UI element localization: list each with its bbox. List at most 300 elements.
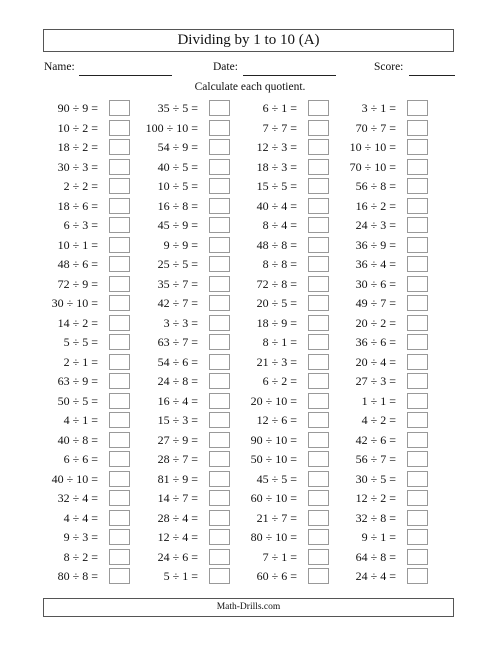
problem-item	[333, 334, 428, 350]
division-expression: 49 ÷ 7 =	[355, 296, 396, 310]
answer-box[interactable]	[407, 159, 428, 175]
answer-box[interactable]	[308, 568, 329, 584]
answer-box[interactable]	[308, 334, 329, 350]
answer-box[interactable]	[308, 237, 329, 253]
answer-box[interactable]	[209, 529, 230, 545]
score-line	[409, 75, 455, 76]
division-expression: 4 ÷ 4 =	[63, 510, 98, 525]
answer-box[interactable]	[109, 100, 130, 116]
problem-item	[35, 217, 130, 233]
problem-item	[135, 529, 230, 545]
answer-box[interactable]	[209, 393, 230, 409]
division-expression: 90 ÷ 9 =	[57, 101, 98, 115]
answer-box[interactable]	[407, 373, 428, 389]
problem-item	[333, 100, 428, 116]
answer-box[interactable]	[407, 529, 428, 545]
division-expression: 16 ÷ 4 =	[157, 393, 198, 408]
division-expression: 12 ÷ 2 =	[355, 491, 396, 505]
problem-item	[35, 295, 130, 311]
answer-box[interactable]	[209, 315, 230, 331]
answer-box[interactable]	[109, 334, 130, 350]
problem-item	[333, 412, 428, 428]
answer-box[interactable]	[109, 276, 130, 292]
division-expression: 42 ÷ 6 =	[355, 432, 396, 447]
answer-box[interactable]	[308, 217, 329, 233]
problem-item	[35, 334, 130, 350]
division-expression: 6 ÷ 6 =	[63, 452, 98, 466]
problem-item	[234, 510, 329, 526]
problem-item	[35, 568, 130, 584]
answer-box[interactable]	[308, 490, 329, 506]
problem-item	[135, 373, 230, 389]
division-expression: 60 ÷ 10 =	[250, 491, 297, 505]
answer-box[interactable]	[109, 315, 130, 331]
problem-item	[35, 256, 130, 272]
answer-box[interactable]	[109, 549, 130, 565]
problem-item	[333, 373, 428, 389]
problem-item	[135, 237, 230, 253]
problem-item	[234, 432, 329, 448]
instructions: Calculate each quotient.	[194, 81, 306, 93]
division-expression: 9 ÷ 9 =	[163, 237, 198, 252]
problem-item	[135, 334, 230, 350]
answer-box[interactable]	[308, 412, 329, 428]
answer-box[interactable]	[407, 315, 428, 331]
problem-item	[234, 315, 329, 331]
answer-box[interactable]	[209, 295, 230, 311]
answer-box[interactable]	[109, 393, 130, 409]
division-expression: 20 ÷ 2 =	[355, 315, 396, 330]
division-expression: 40 ÷ 8 =	[57, 432, 98, 447]
answer-box[interactable]	[209, 237, 230, 253]
answer-box[interactable]	[209, 256, 230, 272]
problem-item	[135, 432, 230, 448]
worksheet-title: Dividing by 1 to 10 (A)	[43, 29, 454, 52]
division-expression: 42 ÷ 7 =	[157, 296, 198, 310]
problem-item	[35, 120, 130, 136]
answer-box[interactable]	[407, 295, 428, 311]
answer-box[interactable]	[109, 432, 130, 448]
division-expression: 54 ÷ 6 =	[157, 354, 198, 369]
answer-box[interactable]	[109, 295, 130, 311]
problem-item	[234, 549, 329, 565]
division-expression: 18 ÷ 3 =	[256, 159, 297, 174]
answer-box[interactable]	[407, 139, 428, 155]
division-expression: 6 ÷ 2 =	[262, 374, 297, 388]
answer-box[interactable]	[209, 334, 230, 350]
answer-box[interactable]	[407, 490, 428, 506]
student-info-row	[0, 60, 500, 78]
division-expression: 16 ÷ 2 =	[355, 198, 396, 213]
division-expression: 27 ÷ 3 =	[355, 374, 396, 388]
division-expression: 8 ÷ 1 =	[262, 335, 297, 349]
score-label: Score:	[374, 61, 404, 73]
answer-box[interactable]	[308, 315, 329, 331]
problem-item	[234, 568, 329, 584]
division-expression: 60 ÷ 6 =	[256, 569, 297, 583]
problem-item	[333, 510, 428, 526]
division-expression: 24 ÷ 6 =	[157, 549, 198, 564]
problem-item	[333, 315, 428, 331]
division-expression: 2 ÷ 1 =	[63, 354, 98, 369]
answer-box[interactable]	[308, 529, 329, 545]
problem-item	[135, 100, 230, 116]
answer-box[interactable]	[109, 178, 130, 194]
answer-box[interactable]	[209, 412, 230, 428]
division-expression: 21 ÷ 3 =	[256, 354, 297, 369]
problem-item	[234, 276, 329, 292]
problem-item	[333, 120, 428, 136]
problem-item	[234, 198, 329, 214]
problem-item	[135, 159, 230, 175]
division-expression: 12 ÷ 3 =	[256, 140, 297, 154]
answer-box[interactable]	[407, 354, 428, 370]
division-expression: 64 ÷ 8 =	[355, 549, 396, 564]
answer-box[interactable]	[407, 256, 428, 272]
problem-item	[135, 451, 230, 467]
answer-box[interactable]	[109, 198, 130, 214]
division-expression: 72 ÷ 9 =	[57, 276, 98, 291]
problem-item	[135, 120, 230, 136]
answer-box[interactable]	[308, 276, 329, 292]
division-expression: 15 ÷ 3 =	[157, 413, 198, 427]
division-expression: 14 ÷ 7 =	[157, 491, 198, 505]
division-expression: 10 ÷ 2 =	[57, 120, 98, 135]
answer-box[interactable]	[308, 295, 329, 311]
division-expression: 45 ÷ 5 =	[256, 471, 297, 486]
division-expression: 24 ÷ 4 =	[355, 569, 396, 583]
division-expression: 36 ÷ 4 =	[355, 257, 396, 271]
problem-item	[333, 471, 428, 487]
problem-item	[135, 276, 230, 292]
division-expression: 24 ÷ 3 =	[355, 218, 396, 232]
problem-item	[135, 178, 230, 194]
division-expression: 81 ÷ 9 =	[157, 471, 198, 486]
problem-item	[333, 237, 428, 253]
answer-box[interactable]	[209, 354, 230, 370]
problem-item	[333, 451, 428, 467]
division-expression: 20 ÷ 10 =	[250, 393, 297, 408]
problem-item	[135, 139, 230, 155]
answer-box[interactable]	[109, 237, 130, 253]
problem-item	[234, 451, 329, 467]
division-expression: 6 ÷ 3 =	[63, 218, 98, 232]
division-expression: 80 ÷ 8 =	[57, 569, 98, 583]
problem-item	[333, 217, 428, 233]
answer-box[interactable]	[109, 490, 130, 506]
answer-box[interactable]	[209, 510, 230, 526]
problem-item	[234, 295, 329, 311]
problem-item	[234, 120, 329, 136]
division-expression: 56 ÷ 7 =	[355, 452, 396, 466]
division-expression: 63 ÷ 9 =	[57, 374, 98, 388]
division-expression: 45 ÷ 9 =	[157, 218, 198, 232]
answer-box[interactable]	[407, 217, 428, 233]
division-expression: 35 ÷ 5 =	[157, 101, 198, 115]
answer-box[interactable]	[308, 159, 329, 175]
problem-item	[35, 490, 130, 506]
date-label: Date:	[213, 61, 238, 73]
answer-box[interactable]	[407, 100, 428, 116]
answer-box[interactable]	[308, 373, 329, 389]
problem-item	[35, 178, 130, 194]
division-expression: 24 ÷ 8 =	[157, 374, 198, 388]
answer-box[interactable]	[109, 568, 130, 584]
problem-item	[35, 549, 130, 565]
answer-box[interactable]	[407, 568, 428, 584]
answer-box[interactable]	[209, 490, 230, 506]
answer-box[interactable]	[407, 549, 428, 565]
answer-box[interactable]	[308, 178, 329, 194]
division-expression: 15 ÷ 5 =	[256, 179, 297, 193]
problem-item	[35, 529, 130, 545]
problem-item	[135, 315, 230, 331]
problem-item	[135, 412, 230, 428]
division-expression: 40 ÷ 10 =	[51, 471, 98, 486]
problem-item	[35, 159, 130, 175]
problem-item	[135, 471, 230, 487]
division-expression: 30 ÷ 3 =	[57, 159, 98, 174]
problem-item	[135, 217, 230, 233]
problem-item	[333, 490, 428, 506]
problem-item	[135, 490, 230, 506]
answer-box[interactable]	[109, 510, 130, 526]
answer-box[interactable]	[407, 178, 428, 194]
answer-box[interactable]	[209, 549, 230, 565]
division-expression: 18 ÷ 2 =	[57, 140, 98, 154]
problem-item	[35, 393, 130, 409]
division-expression: 63 ÷ 7 =	[157, 335, 198, 349]
answer-box[interactable]	[209, 568, 230, 584]
problem-item	[333, 159, 428, 175]
division-expression: 5 ÷ 1 =	[163, 569, 198, 583]
answer-box[interactable]	[109, 139, 130, 155]
answer-box[interactable]	[308, 510, 329, 526]
date-line	[243, 75, 336, 76]
division-expression: 20 ÷ 4 =	[355, 354, 396, 369]
division-expression: 1 ÷ 1 =	[361, 393, 396, 408]
division-expression: 32 ÷ 4 =	[57, 491, 98, 505]
answer-box[interactable]	[308, 451, 329, 467]
answer-box[interactable]	[308, 256, 329, 272]
problem-item	[333, 276, 428, 292]
division-expression: 54 ÷ 9 =	[157, 140, 198, 154]
answer-box[interactable]	[308, 549, 329, 565]
division-expression: 8 ÷ 8 =	[262, 257, 297, 271]
division-expression: 72 ÷ 8 =	[256, 276, 297, 291]
division-expression: 36 ÷ 6 =	[355, 335, 396, 349]
problem-item	[35, 100, 130, 116]
division-expression: 2 ÷ 2 =	[63, 179, 98, 193]
division-expression: 3 ÷ 3 =	[163, 315, 198, 330]
answer-box[interactable]	[407, 412, 428, 428]
division-expression: 48 ÷ 6 =	[57, 257, 98, 271]
answer-box[interactable]	[209, 159, 230, 175]
problem-item	[35, 373, 130, 389]
answer-box[interactable]	[109, 451, 130, 467]
problem-item	[35, 276, 130, 292]
division-expression: 4 ÷ 2 =	[361, 413, 396, 427]
footer-brand: Math-Drills.com	[43, 598, 454, 617]
problem-item	[35, 315, 130, 331]
division-expression: 27 ÷ 9 =	[157, 432, 198, 447]
answer-box[interactable]	[407, 393, 428, 409]
division-expression: 5 ÷ 5 =	[63, 335, 98, 349]
answer-box[interactable]	[109, 159, 130, 175]
division-expression: 28 ÷ 7 =	[157, 452, 198, 466]
problem-item	[234, 100, 329, 116]
answer-box[interactable]	[308, 139, 329, 155]
answer-box[interactable]	[209, 373, 230, 389]
answer-box[interactable]	[109, 256, 130, 272]
problem-item	[234, 393, 329, 409]
problem-item	[234, 373, 329, 389]
answer-box[interactable]	[209, 139, 230, 155]
answer-box[interactable]	[209, 276, 230, 292]
name-line	[79, 75, 172, 76]
problem-item	[333, 432, 428, 448]
division-expression: 7 ÷ 7 =	[262, 120, 297, 135]
division-expression: 48 ÷ 8 =	[256, 237, 297, 252]
answer-box[interactable]	[308, 354, 329, 370]
problem-item	[234, 412, 329, 428]
problem-item	[333, 529, 428, 545]
problem-item	[234, 178, 329, 194]
answer-box[interactable]	[407, 471, 428, 487]
division-expression: 50 ÷ 10 =	[250, 452, 297, 466]
answer-box[interactable]	[109, 120, 130, 136]
answer-box[interactable]	[407, 276, 428, 292]
answer-box[interactable]	[308, 471, 329, 487]
problem-item	[35, 451, 130, 467]
answer-box[interactable]	[109, 373, 130, 389]
division-expression: 90 ÷ 10 =	[250, 432, 297, 447]
answer-box[interactable]	[209, 120, 230, 136]
problem-item	[135, 510, 230, 526]
problem-item	[135, 198, 230, 214]
problem-item	[234, 237, 329, 253]
answer-box[interactable]	[209, 217, 230, 233]
division-expression: 30 ÷ 10 =	[51, 296, 98, 310]
problem-item	[135, 549, 230, 565]
answer-box[interactable]	[209, 198, 230, 214]
problem-item	[135, 354, 230, 370]
division-expression: 40 ÷ 5 =	[157, 159, 198, 174]
division-expression: 10 ÷ 5 =	[157, 179, 198, 193]
division-expression: 50 ÷ 5 =	[57, 393, 98, 408]
problem-item	[234, 490, 329, 506]
problem-item	[333, 178, 428, 194]
problem-item	[333, 393, 428, 409]
answer-box[interactable]	[407, 334, 428, 350]
problem-item	[234, 354, 329, 370]
answer-box[interactable]	[109, 471, 130, 487]
problem-item	[135, 568, 230, 584]
division-expression: 8 ÷ 4 =	[262, 218, 297, 232]
division-expression: 21 ÷ 7 =	[256, 510, 297, 525]
problem-item	[35, 412, 130, 428]
answer-box[interactable]	[308, 100, 329, 116]
problem-item	[234, 529, 329, 545]
answer-box[interactable]	[109, 217, 130, 233]
problem-item	[135, 393, 230, 409]
answer-box[interactable]	[109, 529, 130, 545]
problem-item	[234, 256, 329, 272]
division-expression: 18 ÷ 9 =	[256, 315, 297, 330]
problem-item	[35, 510, 130, 526]
answer-box[interactable]	[209, 432, 230, 448]
problem-item	[333, 295, 428, 311]
division-expression: 9 ÷ 1 =	[361, 530, 396, 544]
answer-box[interactable]	[407, 237, 428, 253]
problem-item	[35, 354, 130, 370]
division-expression: 9 ÷ 3 =	[63, 530, 98, 544]
division-expression: 10 ÷ 1 =	[57, 237, 98, 252]
division-expression: 16 ÷ 8 =	[157, 198, 198, 213]
problem-item	[234, 334, 329, 350]
division-expression: 6 ÷ 1 =	[262, 101, 297, 115]
answer-box[interactable]	[209, 451, 230, 467]
problem-item	[135, 295, 230, 311]
problem-item	[35, 198, 130, 214]
division-expression: 30 ÷ 5 =	[355, 471, 396, 486]
answer-box[interactable]	[308, 432, 329, 448]
division-expression: 28 ÷ 4 =	[157, 510, 198, 525]
answer-box[interactable]	[109, 354, 130, 370]
division-expression: 7 ÷ 1 =	[262, 549, 297, 564]
problem-item	[234, 139, 329, 155]
division-expression: 8 ÷ 2 =	[63, 549, 98, 564]
division-expression: 4 ÷ 1 =	[63, 413, 98, 427]
division-expression: 3 ÷ 1 =	[361, 101, 396, 115]
division-expression: 10 ÷ 10 =	[349, 140, 396, 154]
answer-box[interactable]	[308, 120, 329, 136]
division-expression: 12 ÷ 4 =	[157, 530, 198, 544]
problem-item	[35, 139, 130, 155]
problem-item	[333, 549, 428, 565]
problem-item	[35, 237, 130, 253]
problem-item	[35, 432, 130, 448]
problem-item	[35, 471, 130, 487]
problem-item	[135, 256, 230, 272]
answer-box[interactable]	[407, 432, 428, 448]
answer-box[interactable]	[407, 120, 428, 136]
division-expression: 40 ÷ 4 =	[256, 198, 297, 213]
answer-box[interactable]	[308, 198, 329, 214]
answer-box[interactable]	[209, 178, 230, 194]
division-expression: 12 ÷ 6 =	[256, 413, 297, 427]
division-expression: 70 ÷ 7 =	[355, 120, 396, 135]
problem-item	[234, 217, 329, 233]
answer-box[interactable]	[209, 471, 230, 487]
answer-box[interactable]	[407, 451, 428, 467]
answer-box[interactable]	[407, 510, 428, 526]
division-expression: 32 ÷ 8 =	[355, 510, 396, 525]
answer-box[interactable]	[109, 412, 130, 428]
division-expression: 36 ÷ 9 =	[355, 237, 396, 252]
answer-box[interactable]	[308, 393, 329, 409]
name-label: Name:	[44, 61, 75, 73]
division-expression: 20 ÷ 5 =	[256, 296, 297, 310]
division-expression: 70 ÷ 10 =	[349, 159, 396, 174]
answer-box[interactable]	[407, 198, 428, 214]
answer-box[interactable]	[209, 100, 230, 116]
division-expression: 30 ÷ 6 =	[355, 276, 396, 291]
problem-item	[234, 471, 329, 487]
division-expression: 25 ÷ 5 =	[157, 257, 198, 271]
problem-item	[333, 198, 428, 214]
problem-item	[333, 354, 428, 370]
